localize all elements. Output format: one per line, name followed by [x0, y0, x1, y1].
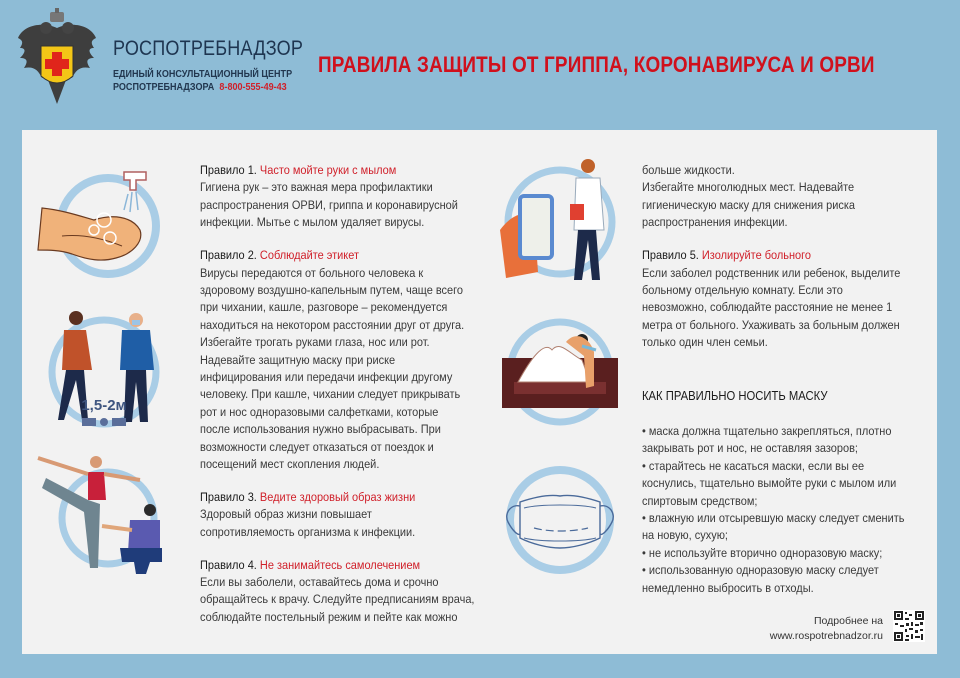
hotline-phone[interactable]: 8-800-555-49-43 [219, 81, 287, 93]
rule-1 [200, 162, 490, 232]
rule-5-prefix: Правило 5. [642, 248, 699, 263]
mask-text: • влажную или отсыревшую маску следует сменить [642, 511, 905, 525]
footer [770, 614, 883, 644]
mask-text: закрывать рот и нос, не оставляя зазоров; [642, 441, 858, 456]
social-distance-icon [32, 300, 172, 440]
mask-text: • не используйте вторично одноразовую маску; [642, 545, 883, 560]
rule-4-continued [642, 162, 932, 232]
rule-1-text: инфекции. Мытье с мылом удаляет вирусы. [200, 215, 425, 230]
face-mask-icon [490, 448, 630, 588]
emblem-icon [14, 8, 100, 108]
hand-washing-icon [32, 150, 172, 290]
rule-2-text: инфицирования или передачи инфекции другому [200, 369, 453, 384]
rule-4-text: Избегайте многолюдных мест. Надевайте [642, 180, 855, 195]
org-subtitle-line2 [113, 81, 287, 93]
rule-1-title: Часто мойте руки с мылом [259, 163, 397, 177]
rule-2-text: после использования нужно выбрасывать. При [200, 422, 441, 437]
rule-2-text: при чихании, кашле, разговоре – рекомендуется [200, 300, 448, 315]
more-info-label: Подробнее на [813, 615, 883, 627]
content-panel [22, 130, 937, 654]
rule-5-title: Изолируйте больного [701, 248, 812, 263]
rule-1-text: Гигиена рук – это важная мера профилактики [200, 180, 433, 195]
rule-5-text: Если заболел родственник или ребенок, выделите [642, 265, 901, 280]
mask-text: коснулись, тщательно вымойте руки с мылом или [642, 476, 897, 491]
org-name: РОСПОТРЕБНАДЗОР [113, 37, 304, 60]
rule-2-title: Соблюдайте этикет [259, 248, 359, 263]
rule-1-prefix: Правило 1. [200, 163, 257, 177]
rule-2-text: человеку. При кашле, чихании следует прикрывать [200, 387, 461, 402]
mask-instructions [642, 423, 932, 597]
rule-4-text: обращайтесь к врачу. Следуйте предписаниям врача, [200, 592, 475, 607]
rule-2-text: Избегайте трогать руками глаза, нос или рот. [200, 335, 430, 350]
rule-2-text: здоровому воздушно-капельным путем, чаще всего [200, 282, 463, 297]
mask-text: • маска должна тщательно закрепляться, плотно [642, 423, 892, 438]
exercise-icon [32, 448, 172, 588]
mask-text: спиртовым средством; [642, 493, 758, 508]
rule-4-text: гигиеническую маску для снижения риска [642, 197, 856, 212]
website-link[interactable]: www.rospotrebnadzor.ru [769, 630, 883, 642]
mask-text: • использованную одноразовую маску следует [642, 563, 879, 578]
page-title: ПРАВИЛА ЗАЩИТЫ ОТ ГРИППА, КОРОНАВИРУСА И ОРВИ [318, 52, 875, 77]
rule-3-prefix: Правило 3. [200, 489, 257, 504]
qr-code-icon[interactable] [893, 610, 925, 642]
rule-2-prefix: Правило 2. [200, 248, 257, 263]
rule-2 [200, 247, 490, 473]
header [0, 0, 960, 125]
rule-2-text: Надевайте защитную маску при риске [200, 352, 396, 367]
rule-2-text: возможности следует отказаться от поездок и [200, 439, 434, 454]
rule-3-text: сопротивляемость организма к инфекции. [200, 524, 416, 539]
sick-person-sofa-icon [490, 300, 630, 440]
rule-2-text: находиться на некотором расстоянии друг от друга. [200, 317, 465, 332]
rule-4-text: соблюдайте постельный режим и пейте как можно [200, 609, 458, 624]
rule-4-text: распространения инфекции. [642, 215, 788, 230]
rules-column-left [200, 162, 490, 642]
rule-4-title: Не занимайтесь самолечением [259, 557, 421, 572]
rule-4-text: больше жидкости. [642, 163, 735, 177]
mask-text: • старайтесь не касаться маски, если вы ее [642, 458, 865, 473]
org-subtitle: ЕДИНЫЙ КОНСУЛЬТАЦИОННЫЙ ЦЕНТР [113, 68, 293, 80]
mask-text: немедленно выбросить в отходы. [642, 580, 814, 595]
rule-5 [642, 247, 932, 351]
mask-text: на новую, сухую; [642, 528, 728, 543]
rule-2-text: рот и нос одноразовыми салфетками, которые [200, 404, 439, 419]
rule-2-text: Вирусы передаются от больного человека к [200, 265, 424, 280]
rule-4 [200, 557, 490, 627]
rule-2-text: посещений мест скопления людей. [200, 457, 380, 471]
rule-3 [200, 489, 490, 541]
distance-label: 1,5-2м [81, 397, 127, 414]
rule-4-text: Если вы заболели, оставайтесь дома и срочно [200, 575, 439, 590]
rule-4-prefix: Правило 4. [200, 557, 257, 572]
rule-5-text: невозможно, соблюдайте расстояние не менее 1 [642, 300, 893, 315]
rule-1-text: распространения ОРВИ, гриппа и коронавирусной [200, 197, 458, 212]
rules-column-right [642, 162, 932, 597]
rule-3-title: Ведите здоровый образ жизни [259, 489, 416, 504]
rule-5-text: больному отдельную комнату. Если это [642, 282, 843, 297]
rule-3-text: Здоровый образ жизни повышает [200, 507, 372, 522]
mask-section-title: КАК ПРАВИЛЬНО НОСИТЬ МАСКУ [642, 388, 828, 403]
rule-5-text: метра от больного. Ухаживать за больным должен [642, 317, 900, 332]
rule-5-text: только один член семьи. [642, 335, 768, 350]
org-subtitle-name: РОСПОТРЕБНАДЗОРА [113, 81, 215, 93]
doctor-phone-icon [490, 150, 630, 290]
